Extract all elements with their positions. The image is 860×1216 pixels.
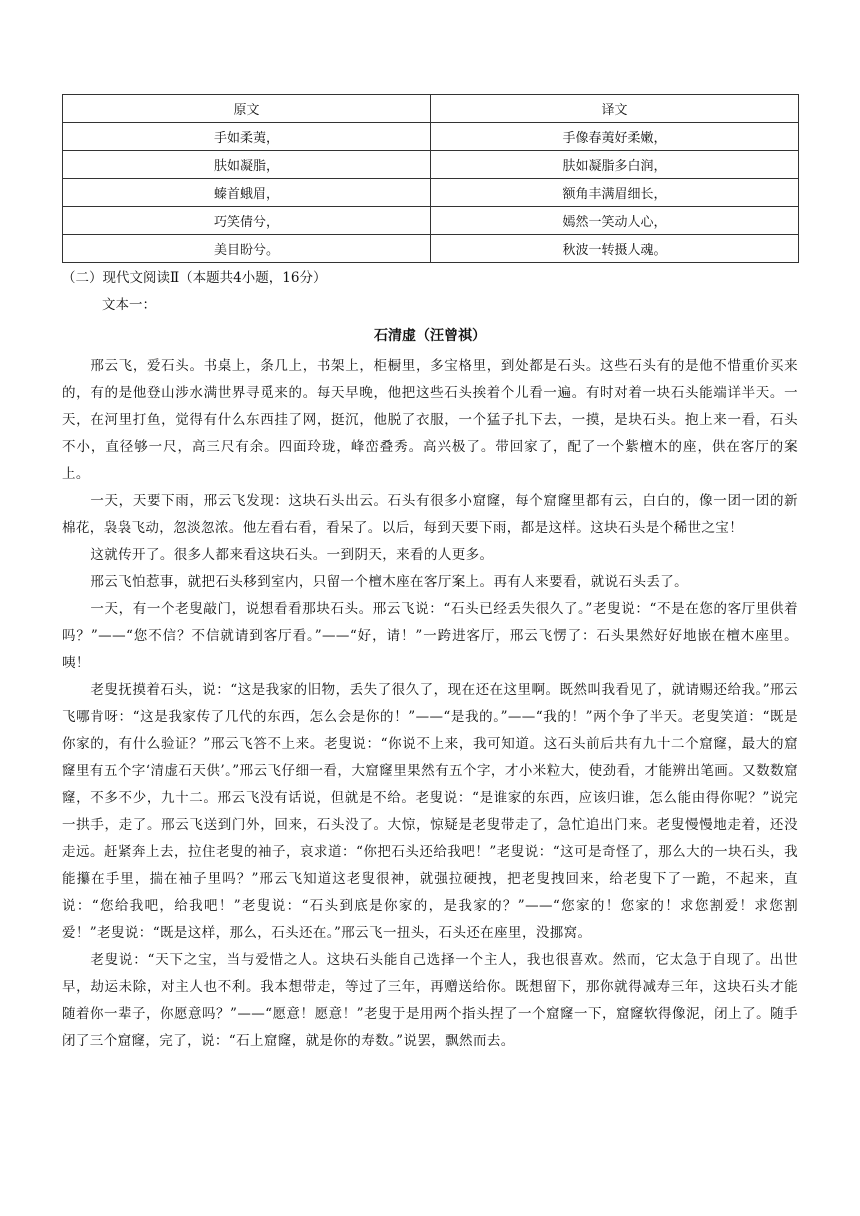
table-cell: 秋波一转摄人魂。	[431, 235, 799, 263]
table-header-cell: 原文	[63, 95, 431, 123]
paragraph: 老叟抚摸着石头，说：“这是我家的旧物，丢失了很久了，现在还在这里啊。既然叫我看见了，就请赐还给我。”邢云飞哪肯呀：“这是我家传了几代的东西，怎么会是你的！”——“是我的。”——“我的！”两个争了半天。老叟笑道：“既是你家的，有什么验证？”邢云飞答不上来。老叟说：“你说不上来，我可知道。这石头前后共有九十二个窟窿，最大的窟窿里有五个字‘清虚石天供’。”邢云飞仔细一看，大窟窿里果然有五个字，才小米粒大，使劲看，才能辨出笔画。又数数窟窿，不多不少，九十二。邢云飞没有话说，但就是不给。老叟说：“是谁家的东西，应该归谁，怎么能由得你呢？”说完一拱手，走了。邢云飞送到门外，回来，石头没了。大惊，惊疑是老叟带走了，急忙追出门来。老叟慢慢地走着，还没走远。赶紧奔上去，拉住老叟的袖子，哀求道：“你把石头还给我吧！”老叟说：“这可是奇怪了，那么大的一块石头，我能攥在手里，揣在袖子里吗？”邢云飞知道这老叟很神，就强拉硬拽，把老叟拽回来，给老叟下了一跪，不起来，直说：“您给我吧，给我吧！”老叟说：“石头到底是你家的，是我家的？”——“您家的！您家的！求您割爱！求您割爱！”老叟说：“既是这样，那么，石头还在。”邢云飞一扭头，石头还在座里，没挪窝。	[62, 682, 798, 941]
table-header-cell: 译文	[431, 95, 799, 123]
paragraph: 邢云飞怕惹事，就把石头移到室内，只留一个檀木座在客厅案上。再有人来要看，就说石头丢了。	[90, 574, 689, 590]
paragraph: 老叟说：“天下之宝，当与爱惜之人。这块石头能自己选择一个主人，我也很喜欢。然而，它太急于自现了。出世早，劫运未除，对主人也不利。我本想带走，等过了三年，再赠送给你。既想留下，那你就得减寿三年，这块石头才能随着你一辈子，你愿意吗？”——“愿意！愿意！”老叟于是用两个指头捏了一个窟窿一下，窟窿软得像泥，闭上了。随手闭了三个窟窿，完了，说：“石上窟窿，就是你的寿数。”说罢，飘然而去。	[62, 952, 798, 1049]
section-heading: （二）现代文阅读Ⅱ（本题共4小题，16分）	[62, 270, 327, 286]
document-page	[62, 94, 798, 1055]
story-title: 石清虚（汪曾祺）	[374, 328, 486, 344]
table-row	[63, 207, 799, 235]
paragraph: 邢云飞，爱石头。书桌上，条几上，书架上，柜橱里，多宝格里，到处都是石头。这些石头有的是他不惜重价买来的，有的是他登山涉水满世界寻觅来的。每天早晚，他把这些石头挨着个儿看一遍。有时对着一块石头能端详半天。一天，在河里打鱼，觉得有什么东西挂了网，挺沉，他脱了衣服，一个猛子扎下去，一摸，是块石头。抱上来一看，石头不小，直径够一尺，高三尺有余。四面玲珑，峰峦叠秀。高兴极了。带回家了，配了一个紫檀木的座，供在客厅的案上。	[62, 358, 798, 482]
table-cell: 嫣然一笑动人心，	[431, 207, 799, 235]
table-row	[63, 151, 799, 179]
table-row	[63, 235, 799, 263]
table-header-row	[63, 95, 799, 123]
paragraph: 一天，有一个老叟敲门，说想看看那块石头。邢云飞说：“石头已经丢失很久了。”老叟说：“不是在您的客厅里供着吗？”——“您不信？不信就请到客厅看。”——“好，请！”一跨进客厅，邢云飞愣了：石头果然好好地嵌在檀木座里。咦！	[62, 601, 798, 671]
table-cell: 手像春荑好柔嫩，	[431, 123, 799, 151]
table-cell: 巧笑倩兮，	[63, 207, 431, 235]
table-cell: 手如柔荑，	[63, 123, 431, 151]
table-cell: 螓首蛾眉，	[63, 179, 431, 207]
table-cell: 肤如凝脂，	[63, 151, 431, 179]
translation-table	[62, 94, 799, 263]
table-row	[63, 123, 799, 151]
table-cell: 额角丰满眉细长，	[431, 179, 799, 207]
table-row	[63, 179, 799, 207]
table-cell: 肤如凝脂多白润，	[431, 151, 799, 179]
paragraph: 这就传开了。很多人都来看这块石头。一到阴天，来看的人更多。	[90, 547, 494, 563]
table-cell: 美目盼兮。	[63, 235, 431, 263]
paragraph: 一天，天要下雨，邢云飞发现：这块石头出云。石头有很多小窟窿，每个窟窿里都有云，白白的，像一团一团的新棉花，袅袅飞动，忽淡忽浓。他左看右看，看呆了。以后，每到天要下雨，都是这样。这块石头是个稀世之宝！	[62, 493, 798, 536]
text-label: 文本一：	[102, 297, 156, 313]
